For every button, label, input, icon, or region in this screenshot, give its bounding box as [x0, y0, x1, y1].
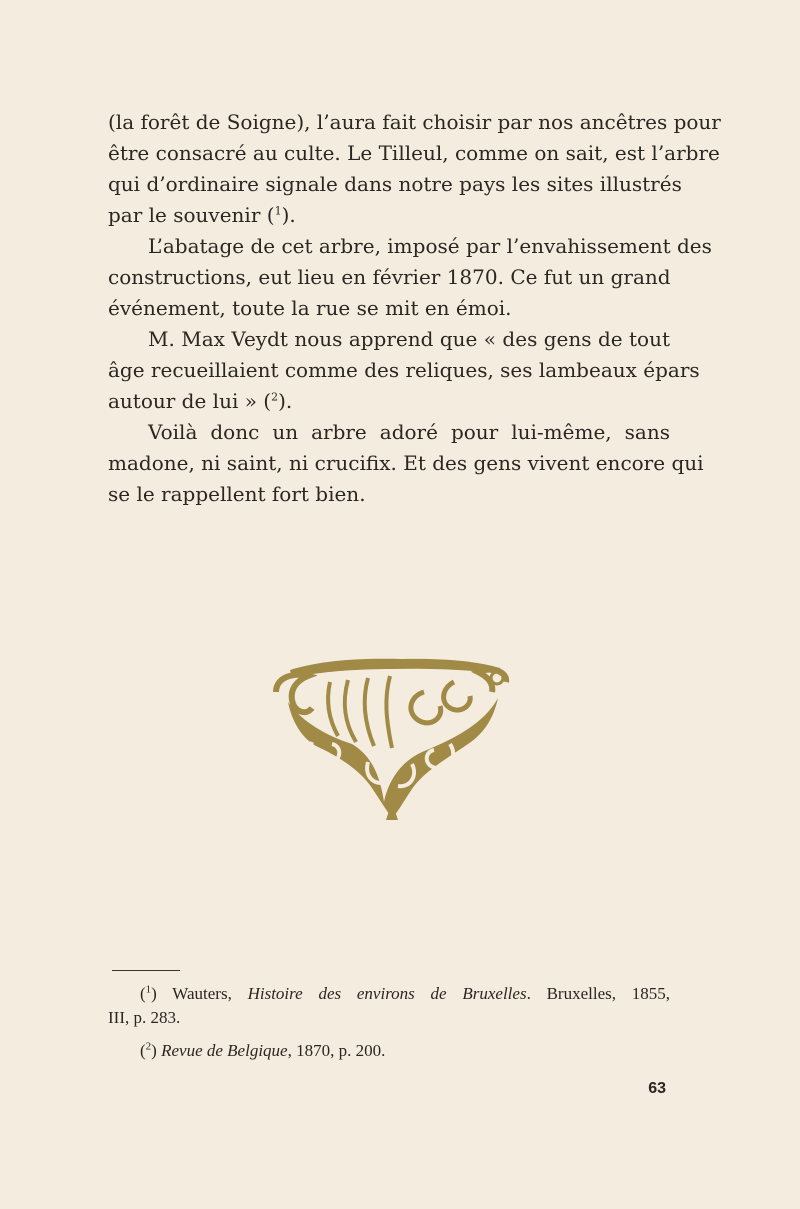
art-nouveau-vignette-icon [272, 652, 510, 822]
text-line: âge recueillaient comme des reliques, ses lambeaux épars [108, 358, 700, 382]
text-line: être consacré au culte. Le Tilleul, comme on sait, est l’arbre [108, 141, 720, 165]
text-line: se le rappellent fort bien. [108, 482, 366, 506]
text-line: constructions, eut lieu en février 1870. Ce fut un grand [108, 265, 671, 289]
main-text [108, 107, 721, 510]
text-line: madone, ni saint, ni crucifix. Et des gens vivent encore qui [108, 451, 704, 475]
text-line: M. Max Veydt nous apprend que « des gens de tout [148, 327, 670, 351]
page-number: 63 [648, 1080, 666, 1097]
footnote-2-title: Revue de Belgique [161, 1041, 288, 1060]
footnote-ref-1: 1 [274, 204, 282, 218]
footnote-1-title: Histoire des environs de Bruxelles [247, 984, 527, 1003]
footnote-separator [112, 970, 180, 971]
footnote-ref-2: 2 [271, 390, 279, 404]
text-line: L’abatage de cet arbre, imposé par l’envahissement des [148, 234, 712, 258]
footnote-2: ($^2$) Revue de Belgique, 1870, p. 200. [140, 1040, 386, 1060]
text-line: autour de lui » ($^2$). [108, 389, 293, 413]
footnote-1: ($^1$) Wauters, Histoire des environs de Bruxelles. Bruxelles, 1855, [140, 983, 670, 1003]
footnotes [108, 982, 670, 1063]
footnote-1-continuation: III, p. 283. [108, 1008, 181, 1027]
text-line: qui d’ordinaire signale dans notre pays les sites illustrés [108, 172, 682, 196]
text-line: par le souvenir ($^1$). [108, 203, 296, 227]
text-line: (la forêt de Soigne), l’aura fait choisir par nos ancêtres pour [108, 110, 721, 134]
text-line: Voilà donc un arbre adoré pour lui-même, sans [148, 420, 670, 444]
text-line: événement, toute la rue se mit en émoi. [108, 296, 512, 320]
